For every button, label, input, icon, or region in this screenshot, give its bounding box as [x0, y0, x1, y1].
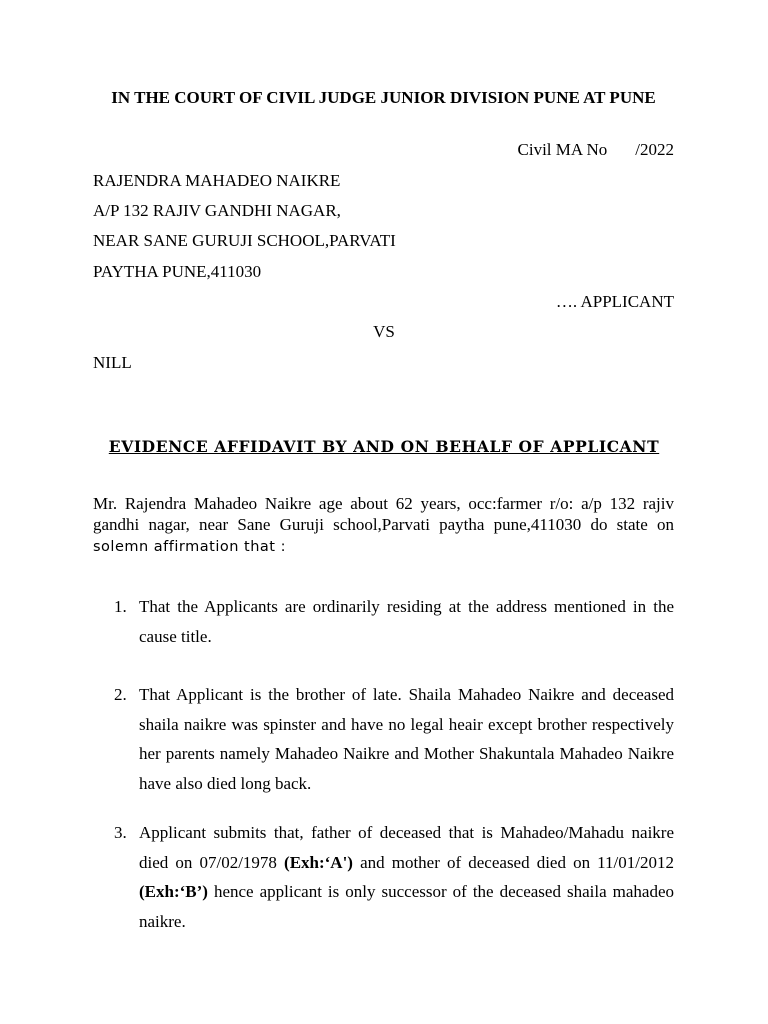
paragraph-text-part: hence applicant is only successor of the deceased shaila mahadeo naikre. [139, 882, 674, 931]
versus: VS [373, 322, 395, 341]
paragraph-text: That the Applicants are ordinarily residing at the address mentioned in the cause title. [139, 597, 674, 646]
exhibit-b-reference: (Exh:‘B’) [139, 882, 208, 901]
applicant-address-line: NEAR SANE GURUJI SCHOOL,PARVATI [93, 231, 396, 250]
intro-continuation: solemn affirmation that : [93, 539, 286, 555]
paragraph-text: That Applicant is the brother of late. Shaila Mahadeo Naikre and deceased shaila naikre was spinster and have no legal heair except brother respectively her parents namely Mahadeo Naikre and Mother Shakuntala Mahadeo Naikre have also died long back. [139, 685, 674, 793]
paragraph-number: 1. [114, 597, 127, 616]
exhibit-a-reference: (Exh:‘A') [284, 852, 353, 872]
applicant-address-line: A/P 132 RAJIV GANDHI NAGAR, [93, 201, 341, 220]
case-number-year: /2022 [635, 140, 674, 159]
court-title: IN THE COURT OF CIVIL JUDGE JUNIOR DIVISION PUNE AT PUNE [111, 88, 656, 107]
paragraph-number: 2. [114, 685, 127, 704]
numbered-paragraph [114, 818, 674, 936]
applicant-name: RAJENDRA MAHADEO NAIKRE [93, 171, 341, 190]
numbered-paragraph [114, 592, 674, 651]
numbered-paragraph [114, 680, 674, 798]
respondent: NILL [93, 353, 132, 372]
case-number [518, 139, 674, 161]
paragraph-text [139, 823, 674, 931]
intro-text: Mr. Rajendra Mahadeo Naikre age about 62 years, occ:farmer r/o: a/p 132 rajiv gandhi nagar, near Sane Guruji school,Parvati paytha pune,411030 do state on [93, 494, 674, 534]
paragraph-text-part: and mother of deceased died on 11/01/2012 [352, 852, 674, 872]
intro-paragraph [93, 493, 674, 558]
applicant-address-line: PAYTHA PUNE,411030 [93, 262, 262, 281]
affidavit-heading: EVIDENCE AFFIDAVIT BY AND ON BEHALF OF APPLICANT [108, 437, 660, 456]
paragraph-number: 3. [114, 823, 127, 842]
case-number-label: Civil MA No [517, 140, 608, 159]
applicant-role: …. APPLICANT [555, 292, 674, 311]
paragraph-text-part: Applicant submits that, father of deceased that is Mahadeo/Mahadu naikre died on 07/02/1978 [139, 823, 674, 872]
